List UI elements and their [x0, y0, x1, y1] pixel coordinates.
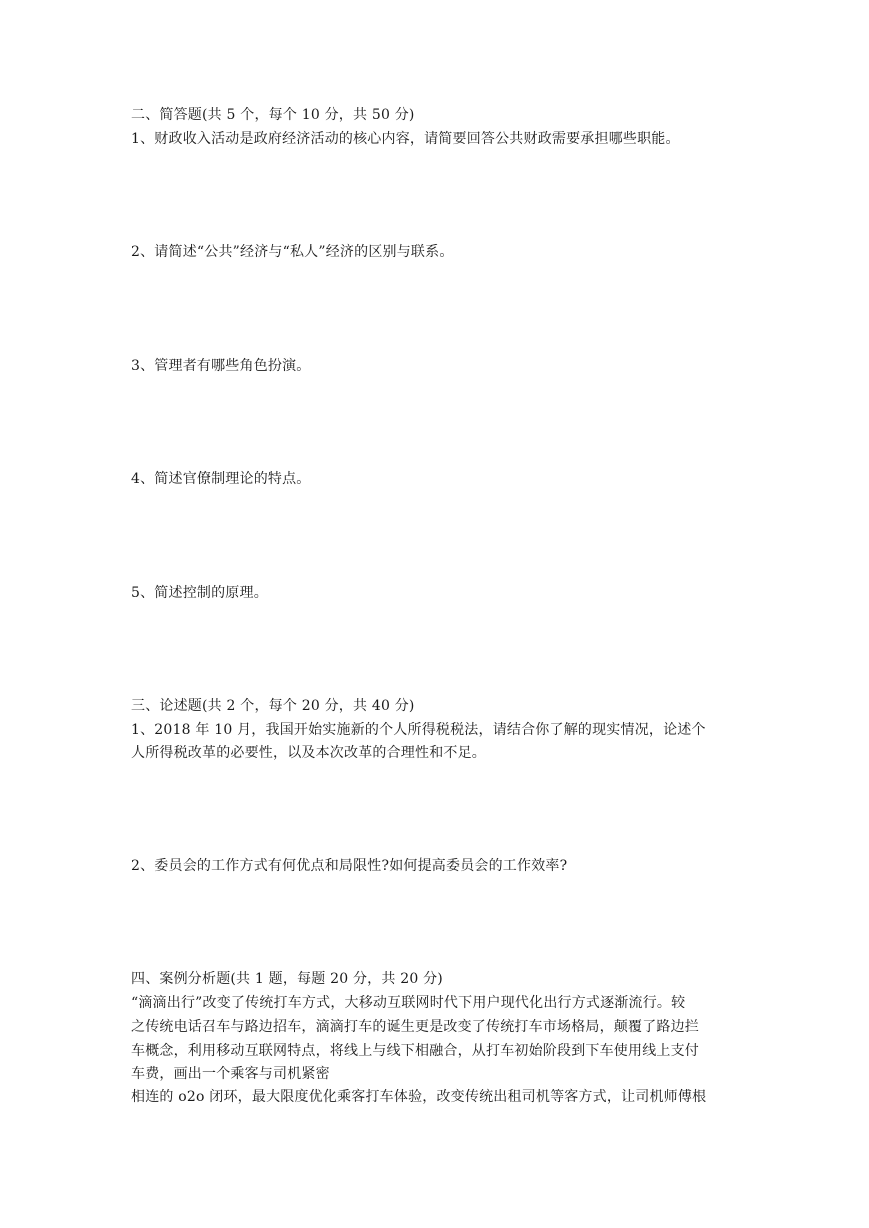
section-2-heading: 二、简答题(共 5 个，每个 10 分，共 50 分) [131, 107, 415, 123]
case-text-line: 车费，画出一个乘客与司机紧密 [131, 1066, 330, 1082]
section-2-question-3: 3、管理者有哪些角色扮演。 [131, 358, 311, 374]
case-text-line: 相连的 o2o 闭环，最大限度优化乘客打车体验，改变传统出租司机等客方式，让司机师傅根 [131, 1089, 707, 1105]
section-2-question-4: 4、简述官僚制理论的特点。 [131, 471, 311, 487]
case-text-line: “滴滴出行”改变了传统打车方式，大移动互联网时代下用户现代化出行方式逐渐流行。较 [131, 995, 686, 1011]
section-4-heading: 四、案例分析题(共 1 题，每题 20 分，共 20 分) [131, 971, 443, 987]
section-2-question-5: 5、简述控制的原理。 [131, 585, 268, 601]
section-2-question-2: 2、请简述“公共”经济与“私人”经济的区别与联系。 [131, 244, 454, 260]
section-3-question-1-line-1: 1、2018 年 10 月，我国开始实施新的个人所得税税法，请结合你了解的现实情况，论述个 [131, 722, 706, 738]
section-3-question-1-line-2: 人所得税改革的必要性，以及本次改革的合理性和不足。 [131, 745, 486, 761]
case-text-line: 之传统电话召车与路边招车，滴滴打车的诞生更是改变了传统打车市场格局，颠覆了路边拦 [131, 1019, 699, 1035]
section-2-question-1: 1、财政收入活动是政府经济活动的核心内容，请简要回答公共财政需要承担哪些职能。 [131, 131, 680, 147]
section-3-question-2: 2、委员会的工作方式有何优点和局限性?如何提高委员会的工作效率? [131, 858, 568, 874]
case-text-line: 车概念，利用移动互联网特点，将线上与线下相融合，从打车初始阶段到下车使用线上支付 [131, 1043, 699, 1059]
section-3-heading: 三、论述题(共 2 个，每个 20 分，共 40 分) [131, 698, 415, 714]
